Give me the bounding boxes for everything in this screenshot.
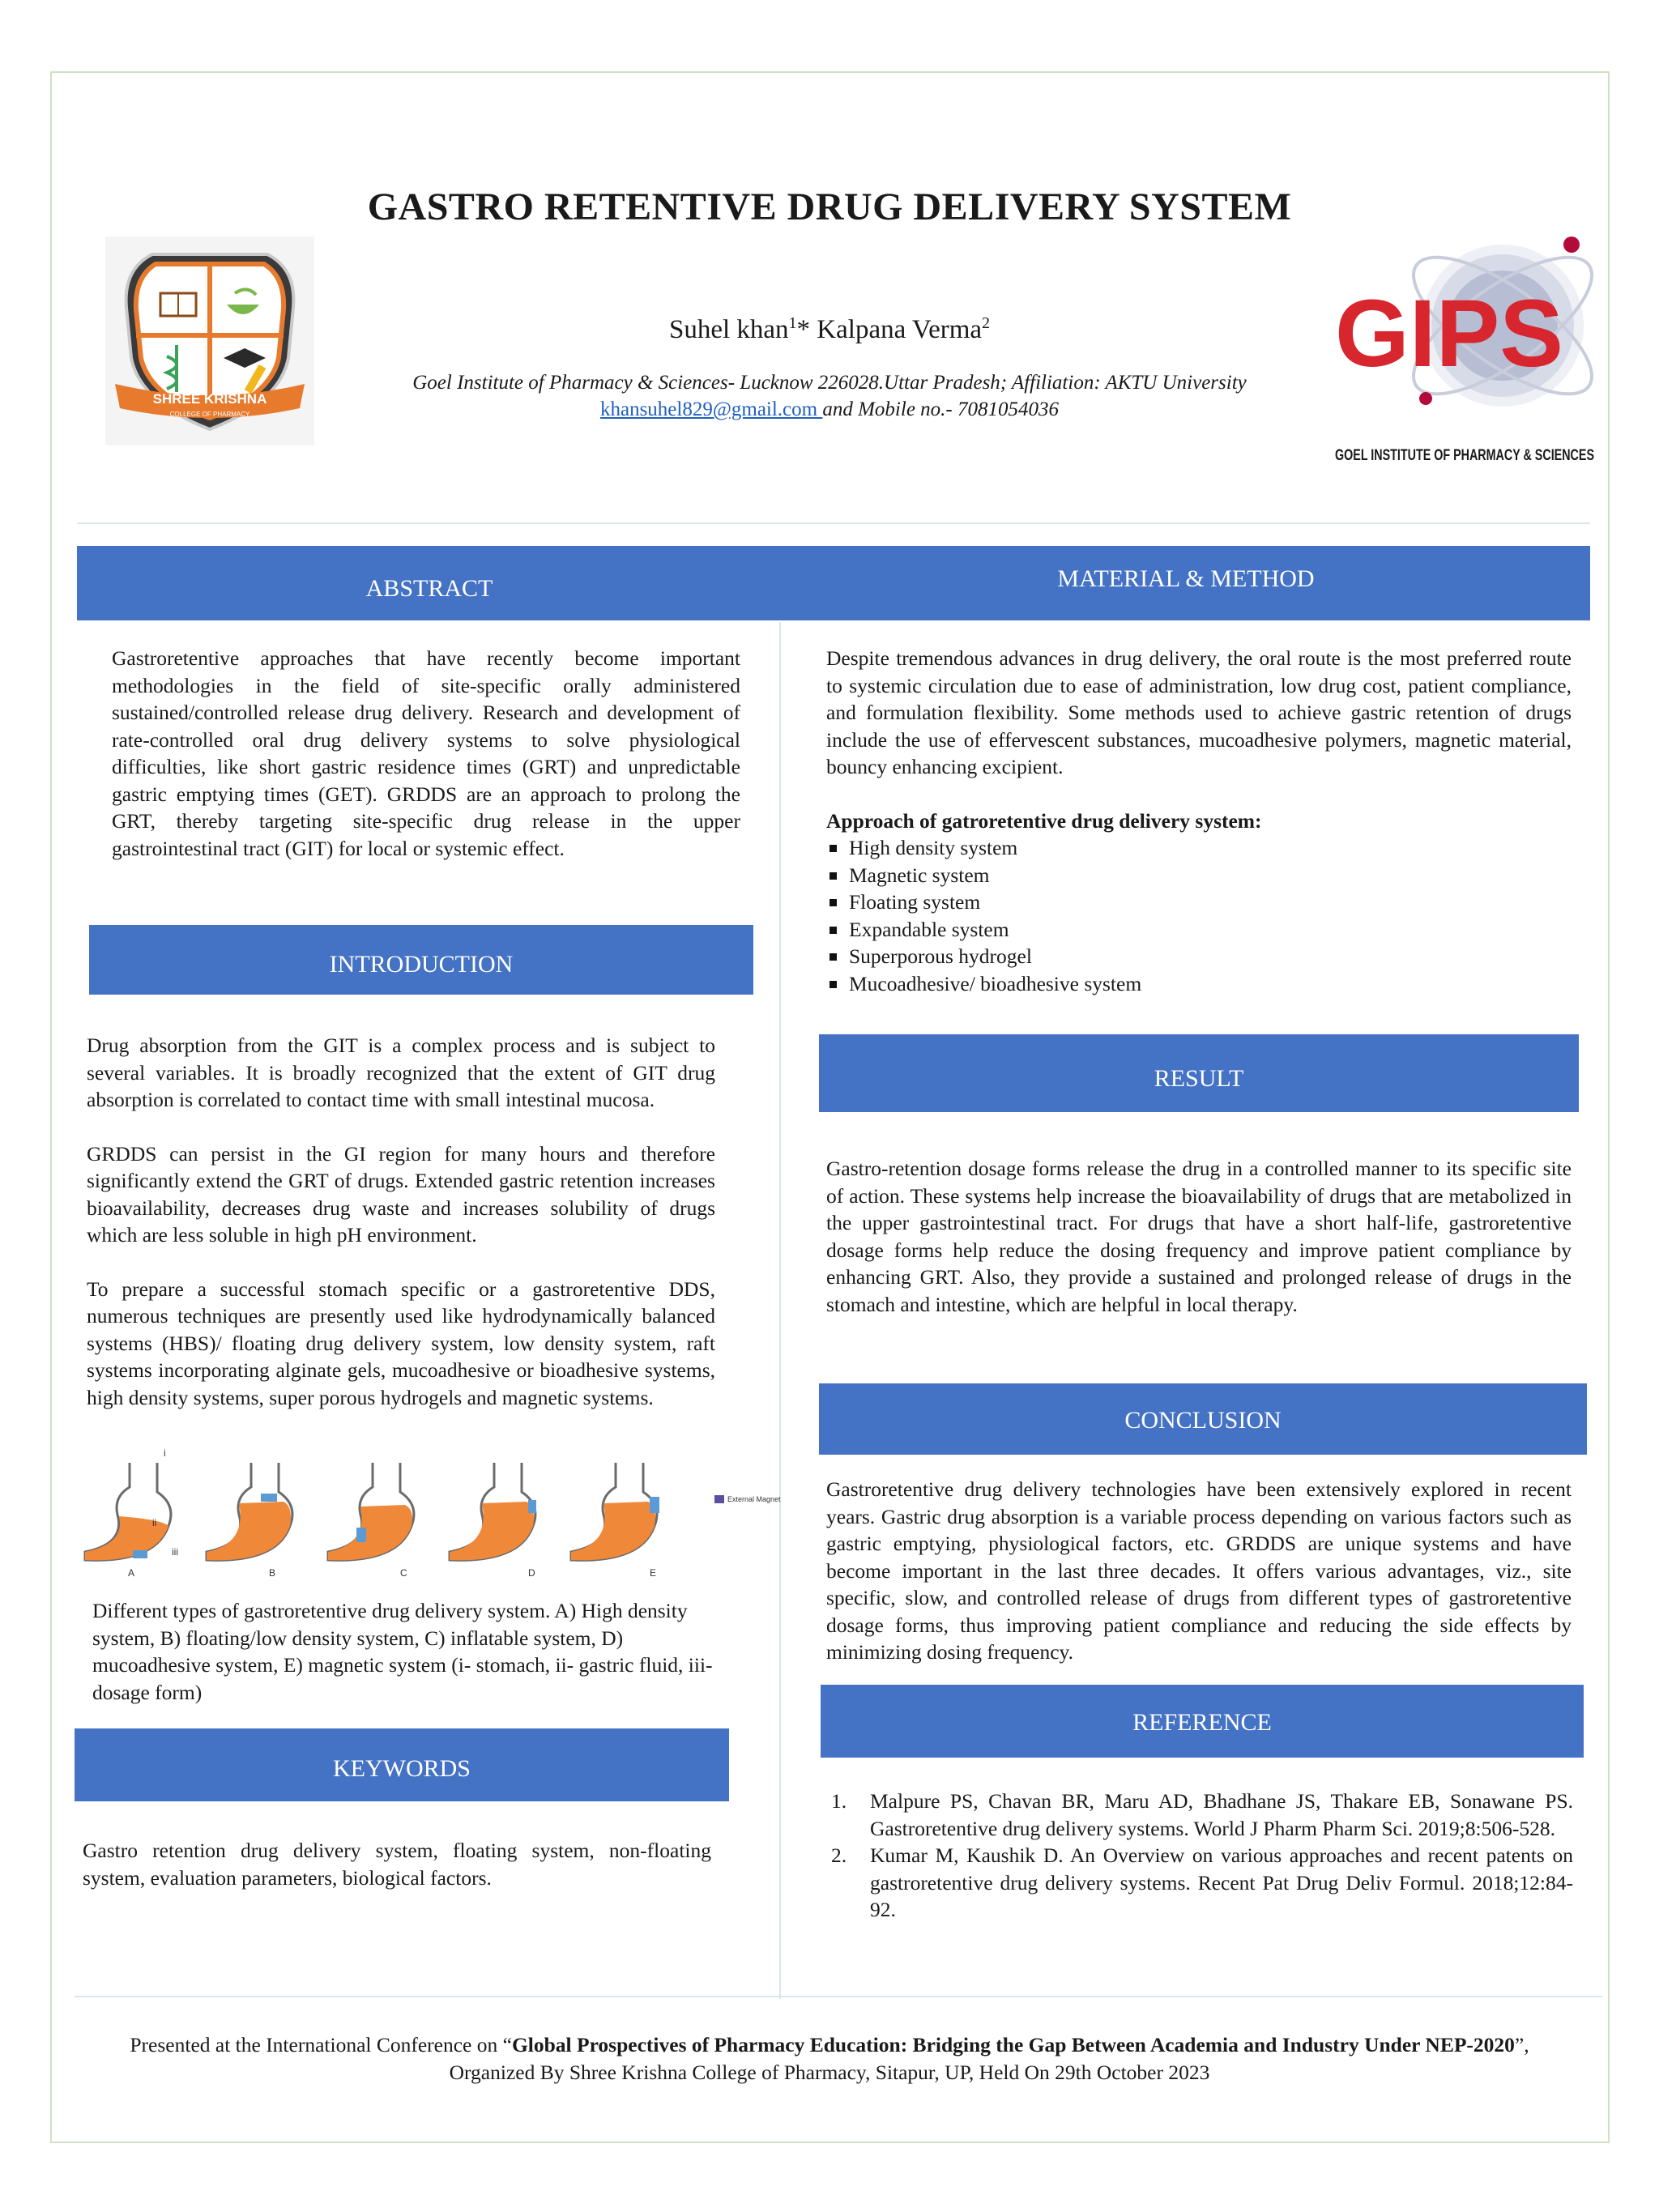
method-section — [826, 645, 1572, 997]
label-e: E — [650, 1567, 657, 1579]
keywords-text: Gastro retention drug delivery system, floating system, non-floating system, evaluation parameters, biological factors. — [83, 1839, 711, 1890]
logo-left-subtext: COLLEGE OF PHARMACY — [169, 411, 250, 418]
logo-right-text: GIPS — [1335, 280, 1563, 387]
reference-item — [830, 1842, 1573, 1924]
stomach-c — [328, 1463, 414, 1560]
stomach-e — [571, 1463, 659, 1560]
conclusion-heading: CONCLUSION — [1124, 1407, 1282, 1434]
keywords-band — [75, 1728, 729, 1801]
gastroretentive-figure — [81, 1447, 781, 1579]
method-band — [782, 546, 1590, 620]
affiliation-line: Goel Institute of Pharmacy & Sciences- Lucknow 226028.Uttar Pradesh; Affiliation: AKTU University — [412, 372, 1247, 394]
introduction-heading: INTRODUCTION — [329, 951, 514, 978]
label-b: B — [269, 1567, 276, 1579]
author-2-affil: 2 — [982, 314, 991, 332]
abstract-heading: ABSTRACT — [365, 575, 493, 602]
footer-prefix: Presented at the International Conference on “ — [130, 2033, 512, 2056]
shree-krishna-logo — [105, 237, 314, 445]
column-divider — [779, 622, 781, 1999]
magnet-legend-swatch — [714, 1495, 724, 1503]
footer — [0, 2031, 1659, 2086]
figure-caption: Different types of gastroretentive drug delivery system. A) High density system, B) floating/low density system, C) inflatable system, D) mucoadhesive system, E) magnetic system (i- stomach, ii- gastric fluid, iii- dosage form) — [92, 1599, 713, 1704]
approach-item: High density system — [826, 834, 1572, 862]
label-a: A — [128, 1567, 135, 1579]
introduction-p3: To prepare a successful stomach specific or a gastroretentive DDS, numerous techniques are presently used like hydrodynamically balanced systems (HBS)/ floating drug delivery system, low density system, raft systems incorporating alginate gels, mucoadhesive or bioadhesive systems, high density systems, super porous hydrogels and magnetic systems. — [87, 1276, 715, 1409]
marker-ii: ii — [152, 1517, 157, 1528]
marker-i: i — [164, 1447, 166, 1459]
reference-number: 2. — [831, 1843, 847, 1867]
approach-item: Magnetic system — [826, 862, 1572, 889]
approach-item: Expandable system — [826, 916, 1572, 944]
method-heading: MATERIAL & METHOD — [1057, 565, 1315, 592]
reference-number: 1. — [831, 1789, 847, 1813]
footer-conference: Global Prospectives of Pharmacy Education: Bridging the Gap Between Academia and Industry Under NEP-2020 — [511, 2033, 1515, 2056]
introduction-p2: GRDDS can persist in the GI region for many hours and therefore significantly extend the GRT of drugs. Extended gastric retention increases bioavailability, decreases drug waste and increases solubility of drugs which are less soluble in high pH environment. — [87, 1141, 715, 1247]
approach-heading: Approach of gatroretentive drug delivery system: — [826, 808, 1262, 833]
result-band — [819, 1034, 1579, 1112]
reference-list — [830, 1788, 1573, 1924]
reference-section — [830, 1788, 1573, 1924]
reference-band — [821, 1685, 1584, 1758]
email-link[interactable]: khansuhel829@gmail.com — [599, 399, 823, 420]
conclusion-band — [819, 1383, 1587, 1455]
approach-item: Floating system — [826, 889, 1572, 916]
logo-left-text: SHREE KRISHNA — [152, 391, 267, 407]
corresponding-mark: * — [796, 315, 817, 344]
approach-item: Mucoadhesive/ bioadhesive system — [826, 970, 1572, 998]
marker-iii: iii — [172, 1546, 178, 1558]
method-text: Despite tremendous advances in drug delivery, the oral route is the most preferred route to systemic circulation due to ease of administration, low drug cost, patient compliance, and formulation flexibility. Some methods used to achieve gastric retention of drugs include the use of effervescent substances, mucoadhesive polymers, magnetic material, bouncy enhancing excipient. — [826, 646, 1572, 778]
approach-list — [826, 834, 1572, 997]
result-text: Gastro-retention dosage forms release the drug in a controlled manner to its specific site of action. These systems help increase the bioavailability of drugs that are metabolized in the upper gastrointestinal tract. For drugs that have a short half-life, gastroretentive dosage forms help reduce the dosing frequency and improve patient compliance by enhancing GRT. Also, they provide a sustained and prolonged release of drugs in the stomach and intestine, which are helpful in local therapy. — [826, 1157, 1572, 1316]
author-1: Suhel khan — [668, 315, 789, 344]
mobile-text: and Mobile no.- 7081054036 — [822, 399, 1059, 420]
footer-divider — [75, 1996, 1602, 1997]
reference-text: Malpure PS, Chavan BR, Maru AD, Bhadhane JS, Thakare EB, Sonawane PS. Gastroretentive drug delivery systems. World J Pharm Pharm Sci. 2019;8:506-528. — [870, 1789, 1573, 1840]
abstract-band — [77, 546, 782, 620]
introduction-band — [89, 925, 753, 995]
gips-logo — [1328, 212, 1604, 470]
stomach-b — [207, 1463, 292, 1560]
footer-line2: Organized By Shree Krishna College of Pharmacy, Sitapur, UP, Held On 29th October 2023 — [449, 2061, 1210, 2084]
introduction-text — [87, 1032, 715, 1411]
header-divider — [77, 522, 1590, 524]
abstract-text: Gastroretentive approaches that have recently become important methodologies in the field of site-specific orally administered sustained/controlled release drug delivery. Research and development of rate-controlled oral drug delivery systems to solve physiological difficulties, like short gastric residence times (GRT) and unpredictable gastric emptying times (GET). GRDDS are an approach to prolong the GRT, thereby targeting site-specific drug release in the upper gastrointestinal tract (GIT) for local or systemic effect. — [112, 646, 740, 860]
stomach-a — [85, 1463, 171, 1560]
reference-text: Kumar M, Kaushik D. An Overview on various approaches and recent patents on gastroretentive drug delivery systems. Recent Pat Drug Deliv Formul. 2018;12:84-92. — [870, 1843, 1573, 1921]
reference-heading: REFERENCE — [1132, 1709, 1272, 1736]
footer-suffix: ”, — [1514, 2033, 1529, 2056]
stomach-d — [450, 1463, 536, 1560]
reference-item — [830, 1788, 1573, 1842]
poster-title: GASTRO RETENTIVE DRUG DELIVERY SYSTEM — [367, 185, 1292, 228]
conclusion-text: Gastroretentive drug delivery technologies have been extensively explored in recent years. Gastric drug absorption is a variable process depending on various factors such as gastric emptying, physiological factors, etc. GRDDS are unique systems and have become important in the last three decades. It offers various advantages, viz., site specific, slow, and controlled release of drugs from different types of gastroretentive dosage forms, thus improving patient compliance and reducing the side effects by minimizing dosing frequency. — [826, 1477, 1572, 1664]
keywords-heading: KEYWORDS — [333, 1755, 471, 1782]
approach-item: Superporous hydrogel — [826, 943, 1572, 970]
author-1-affil: 1 — [788, 314, 797, 332]
result-heading: RESULT — [1154, 1065, 1244, 1092]
logo-right-subtext: GOEL INSTITUTE OF PHARMACY & SCIENCES — [1335, 447, 1594, 464]
introduction-p1: Drug absorption from the GIT is a complex process and is subject to several variables. It is broadly recognized that the extent of GIT drug absorption is correlated to contact time with small intestinal mucosa. — [87, 1034, 715, 1111]
magnet-legend: External Magnet — [727, 1495, 781, 1503]
label-d: D — [528, 1567, 535, 1579]
label-c: C — [400, 1567, 407, 1579]
author-2: Kalpana Verma — [817, 315, 983, 344]
